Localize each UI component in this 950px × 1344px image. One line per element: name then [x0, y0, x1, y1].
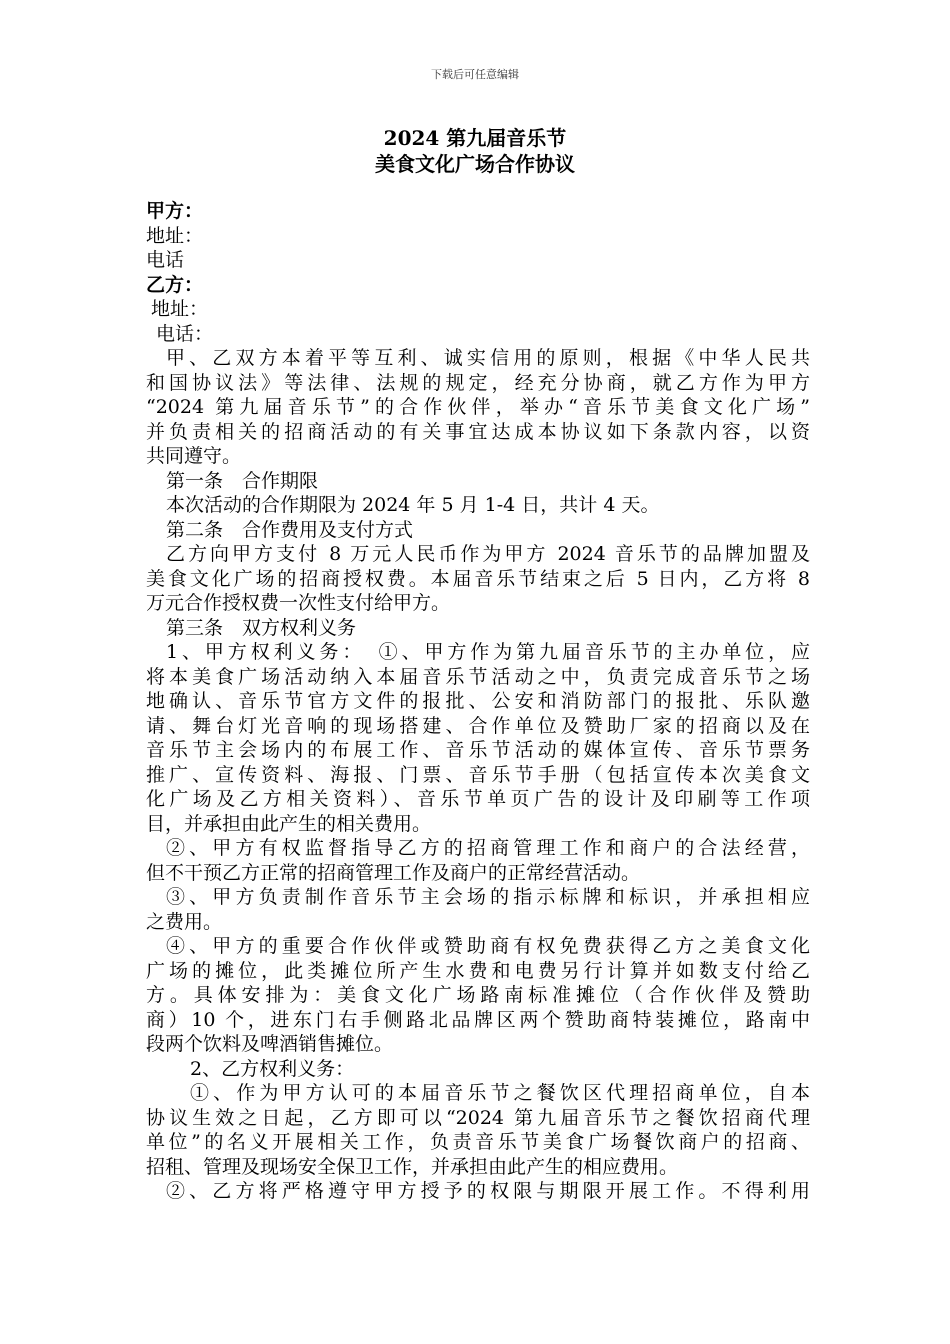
body-line: 和国协议法》等法律、法规的规定，经充分协商，就乙方作为甲方	[146, 371, 810, 394]
party-b-label: 乙方：	[146, 273, 204, 296]
body-line: 乙方向甲方支付 8 万元人民币作为甲方 2024 音乐节的品牌加盟及	[166, 543, 810, 565]
article-3-heading: 第三条 双方权利义务	[166, 616, 357, 639]
body-line: 万元合作授权费一次性支付给甲方。	[146, 592, 451, 614]
document-title-line2: 美食文化广场合作协议	[375, 152, 575, 176]
body-line: 本次活动的合作期限为 2024 年 5 月 1-4 日，共计 4 天。	[166, 494, 660, 516]
body-line: ②、甲方有权监督指导乙方的招商管理工作和商户的合法经营，	[166, 837, 810, 859]
party-b-address: 地址：	[151, 298, 209, 320]
body-line: ④、甲方的重要合作伙伴或赞助商有权免费获得乙方之美食文化	[166, 935, 810, 957]
body-line: 目，并承担由此产生的相关费用。	[146, 812, 432, 835]
body-line: 1、甲方权利义务： ①、甲方作为第九届音乐节的主办单位，应	[166, 641, 810, 663]
body-line: 单位”的名义开展相关工作，负责音乐节美食广场餐饮商户的招商、	[146, 1131, 810, 1153]
body-line: ③、甲方负责制作音乐节主会场的指示标牌和标识，并承担相应	[166, 886, 810, 908]
body-line: 推广、宣传资料、海报、门票、音乐节手册（包括宣传本次美食文	[146, 763, 810, 786]
body-line: 地确认、音乐节官方文件的报批、公安和消防部门的报批、乐队邀	[146, 690, 810, 712]
body-line: 商）10 个，进东门右手侧路北品牌区两个赞助商特装摊位，路南中	[146, 1008, 810, 1031]
body-line: 招租、管理及现场安全保卫工作，并承担由此产生的相应费用。	[146, 1155, 679, 1178]
body-line: 甲、乙双方本着平等互利、诚实信用的原则，根据《中华人民共	[166, 347, 810, 369]
body-line: 将本美食广场活动纳入本届音乐节活动之中，负责完成音乐节之场	[146, 665, 810, 688]
body-line: 美食文化广场的招商授权费。本届音乐节结束之后 5 日内，乙方将 8	[146, 567, 810, 590]
body-line: 共同遵守。	[146, 445, 242, 467]
body-line: 段两个饮料及啤酒销售摊位。	[146, 1033, 394, 1055]
body-line: 协议生效之日起，乙方即可以“2024 第九届音乐节之餐饮招商代理	[146, 1106, 810, 1129]
section-2-heading: 2、乙方权利义务：	[190, 1057, 355, 1080]
document-body	[146, 199, 810, 1204]
body-line: “2024 第九届音乐节”的合作伙伴，举办“音乐节美食文化广场”	[146, 396, 810, 418]
article-2-heading: 第二条 合作费用及支付方式	[166, 518, 414, 541]
party-a-phone: 电话	[146, 249, 185, 271]
body-line: 化广场及乙方相关资料）、音乐节单页广告的设计及印刷等工作项	[146, 788, 810, 810]
body-line: 方。具体安排为：美食文化广场路南标准摊位（合作伙伴及赞助	[146, 984, 810, 1006]
body-line: 但不干预乙方正常的招商管理工作及商户的正常经营活动。	[146, 861, 641, 884]
party-a-address: 地址：	[146, 224, 204, 247]
body-line: 音乐节主会场内的布展工作、音乐节活动的媒体宣传、音乐节票务	[146, 739, 810, 761]
body-line: 请、舞台灯光音响的现场搭建、合作单位及赞助厂家的招商以及在	[146, 714, 810, 737]
document-title-line1: 2024 第九届音乐节	[383, 126, 567, 150]
article-1-heading: 第一条 合作期限	[166, 469, 319, 492]
body-line: 并负责相关的招商活动的有关事宜达成本协议如下条款内容，以资	[146, 420, 810, 443]
header-note: 下载后可任意编辑	[431, 68, 519, 81]
body-line: 广场的摊位，此类摊位所产生水费和电费另行计算并如数支付给乙	[146, 959, 810, 982]
party-a-label: 甲方：	[146, 200, 204, 222]
party-b-phone: 电话：	[156, 322, 214, 345]
body-line: ①、作为甲方认可的本届音乐节之餐饮区代理招商单位，自本	[190, 1082, 810, 1104]
body-line: 之费用。	[146, 910, 223, 933]
body-line: ②、乙方将严格遵守甲方授予的权限与期限开展工作。不得利用	[166, 1180, 810, 1202]
